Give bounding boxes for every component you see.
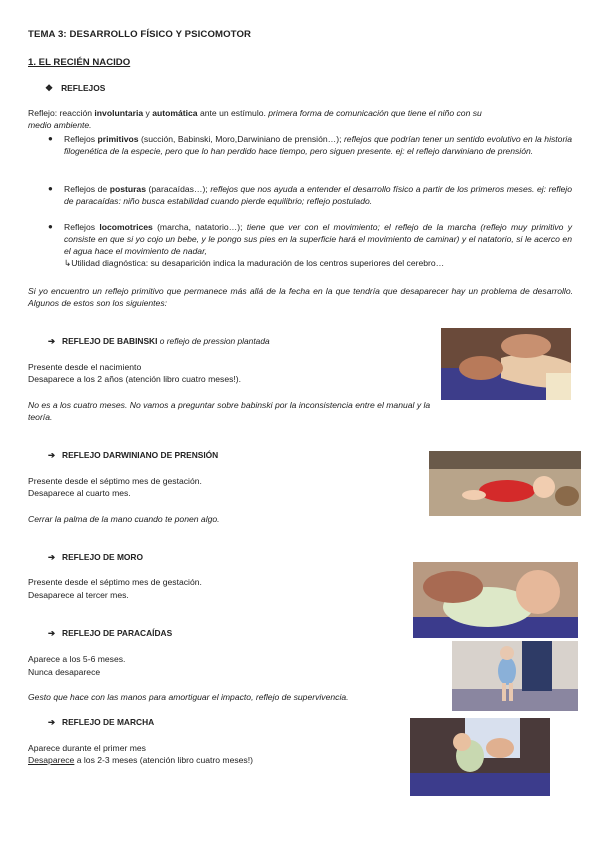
bullet-dot-icon: ● [48, 222, 53, 231]
bullet-bold: locomotrices [99, 222, 153, 232]
bullet-pre: Reflejos [64, 222, 100, 232]
intro-bold-involuntaria: involuntaria [94, 108, 144, 118]
darwin-line-1: Presente desde el séptimo mes de gestación. [28, 476, 202, 486]
bullet-bold: primitivos [97, 134, 139, 144]
subsection-label: REFLEJOS [61, 83, 106, 93]
intro-italic-2: medio ambiente. [28, 120, 92, 130]
paracaidas-line-1: Aparece a los 5-6 meses. [28, 654, 126, 664]
moro-title: REFLEJO DE MORO [62, 552, 143, 562]
intro-text-and: y [143, 108, 153, 118]
darwin-title: REFLEJO DARWINIANO DE PRENSIÓN [62, 450, 219, 460]
bullet-dot-icon: ● [48, 134, 53, 143]
document-title: TEMA 3: DESARROLLO FÍSICO Y PSICOMOTOR [28, 29, 252, 40]
bullet-pre: Reflejos de [64, 184, 110, 194]
bullet-italic: tiene que ver con el movimiento; el reflejo de la marcha (reflejo muy primitivo y consiste en que si yo cojo un bebe, y le pongo sus pies en la superficie hará el movimiento de caminar) y el natatorio, si le acerco en el agua hace el movimiento de nadar, [64, 222, 573, 256]
arrow-icon: ➔ [48, 717, 56, 727]
paracaidas-note: Gesto que hace con las manos para amortiguar el impacto, reflejo de supervivencia. [28, 692, 349, 702]
intro-italic-1: primera forma de comunicación que tiene el niño con su [268, 108, 482, 118]
heading-babinski [48, 336, 270, 346]
bullet-normal: (paracaídas…); [146, 184, 211, 194]
bullet-primitivos [48, 133, 572, 157]
arrow-icon: ➔ [48, 336, 56, 346]
babinski-subtitle: o reflejo de pression plantada [157, 336, 270, 346]
babinski-photo [441, 328, 571, 400]
section-heading: 1. EL RECIÉN NACIDO [28, 57, 131, 68]
bullet-pre: Reflejos [64, 134, 98, 144]
moro-line-1: Presente desde el séptimo mes de gestación. [28, 577, 202, 587]
bullet-normal: (succión, Babinski, Moro,Darwiniano de prensión…); [138, 134, 344, 144]
marcha-line-2-rest: a los 2-3 meses (atención libro cuatro meses!) [74, 755, 253, 765]
marcha-line-2 [28, 754, 253, 766]
heading-paracaidas [48, 628, 172, 638]
bullet-italic: reflejos que podrían tener un sentido evolutivo en la historia filogenética de la especie, pero que lo han perdido hace tiempo, pero siguen presente. ej: el reflejo darwiniano de prensión. [64, 134, 572, 156]
babinski-line-2: Desaparece a los 2 años (atención libro cuatro meses!). [28, 374, 242, 384]
arrow-icon: ➔ [48, 450, 56, 460]
moro-line-2: Desaparece al tercer mes. [28, 590, 129, 600]
marcha-photo [410, 718, 550, 796]
bullet-normal: (marcha, natatorio…); [152, 222, 247, 232]
moro-photo [413, 562, 578, 638]
marcha-line-2-underlined: Desaparece [28, 755, 75, 765]
heading-moro [48, 552, 143, 562]
paracaidas-title: REFLEJO DE PARACAÍDAS [62, 628, 173, 638]
bullet-dot-icon: ● [48, 184, 53, 193]
arrow-icon: ➔ [48, 552, 56, 562]
note-paragraph: Si yo encuentro un reflejo primitivo que permanece más allá de la fecha en la que tendría que desaparecer hay un problema de desarrollo. Algunos de estos son los siguientes: [28, 286, 573, 308]
diamond-bullet-icon: ❖ [45, 83, 54, 93]
subsection-heading [45, 83, 105, 94]
paracaidas-line-2: Nunca desaparece [28, 667, 101, 677]
marcha-title: REFLEJO DE MARCHA [62, 717, 155, 727]
marcha-line-1: Aparece durante el primer mes [28, 743, 146, 753]
intro-paragraph [28, 107, 573, 131]
paracaidas-photo [452, 641, 578, 711]
bullet-italic: reflejos que nos ayuda a entender el desarrollo físico a partir de los primeros meses. ej: reflejo de paracaídas: niño busca estabilidad cuando pierde equilibrio; reflejo postulado. [64, 184, 573, 206]
arrow-icon: ➔ [48, 628, 56, 638]
babinski-title: REFLEJO DE BABINSKI [62, 336, 158, 346]
darwin-line-2: Desaparece al cuarto mes. [28, 488, 131, 498]
heading-marcha [48, 717, 154, 727]
bullet-extra: ↳Utilidad diagnóstica: su desaparición indica la maduración de los centros superiores del cerebro… [64, 258, 445, 268]
bullet-locomotrices [48, 221, 572, 269]
intro-bold-automatica: automática [152, 108, 198, 118]
babinski-line-1: Presente desde el nacimiento [28, 362, 142, 372]
bullet-bold: posturas [109, 184, 146, 194]
babinski-note: No es a los cuatro meses. No vamos a preguntar sobre babinski por la inconsistencia entre el manual y la teoría. [28, 400, 431, 422]
intro-text-stimulus: ante un estímulo. [197, 108, 269, 118]
intro-text: Reflejo: reacción [28, 108, 95, 118]
heading-darwiniano [48, 450, 218, 460]
darwin-note: Cerrar la palma de la mano cuando te ponen algo. [28, 514, 220, 524]
bullet-posturas [48, 183, 572, 207]
darwiniano-photo [429, 451, 581, 516]
